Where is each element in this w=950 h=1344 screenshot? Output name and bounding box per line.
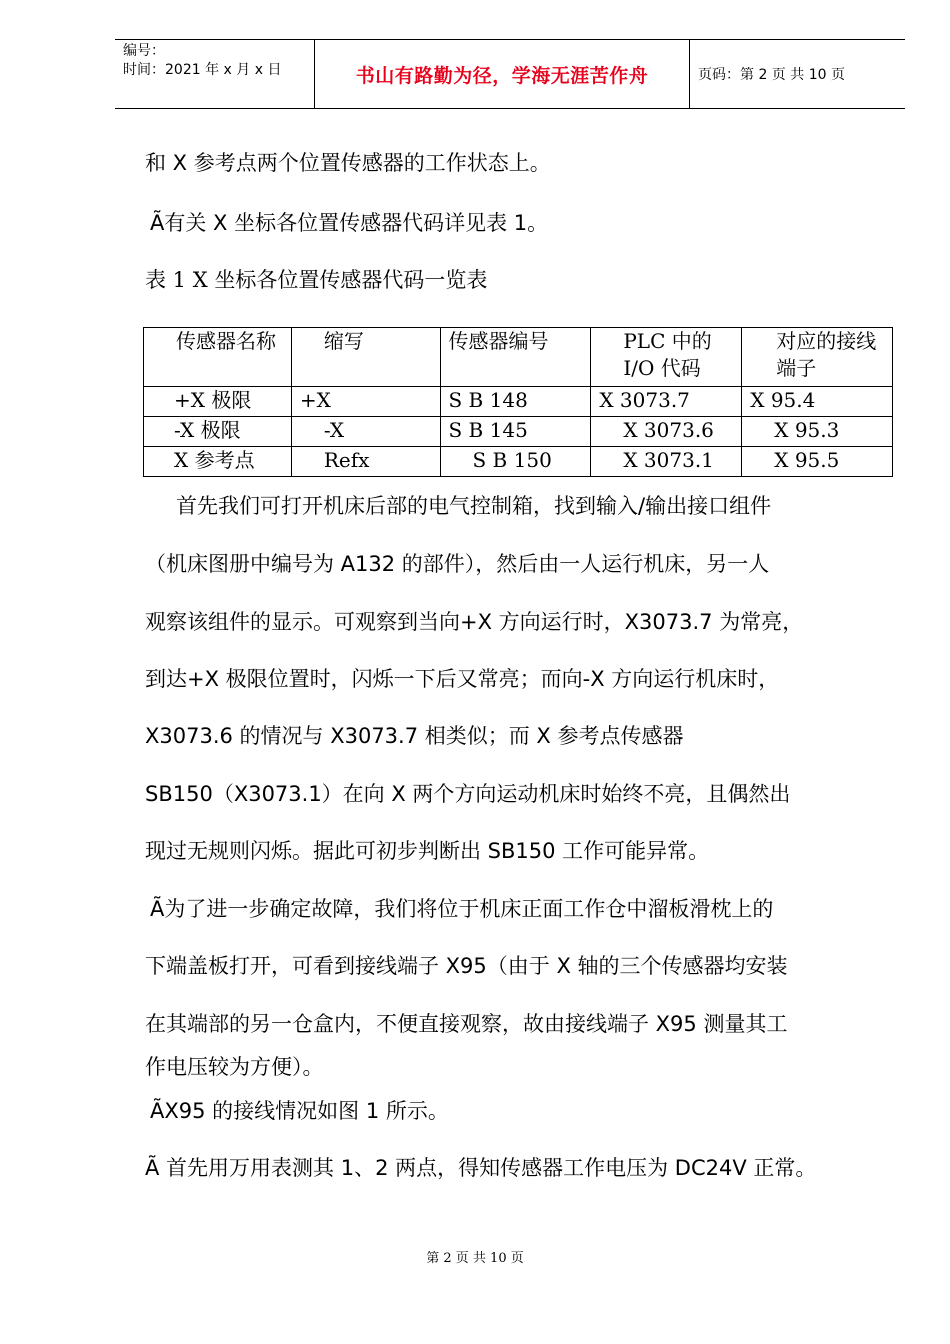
table-row bbox=[144, 417, 893, 447]
table-cell: S B 150 bbox=[440, 447, 591, 477]
body-line: 到达+X 极限位置时，闪烁一下后又常亮；而向-X 方向运行机床时， bbox=[145, 667, 780, 691]
paragraph-2: Ã有关 X 坐标各位置传感器代码详见表 1。 bbox=[150, 211, 549, 235]
table-cell: Refx bbox=[291, 447, 440, 477]
page-footer: 第 2 页 共 10 页 bbox=[426, 1251, 524, 1266]
body-line: 首先我们可打开机床后部的电气控制箱，找到输入/输出接口组件 bbox=[176, 494, 772, 518]
header-time-label: 时间：2021 年 x 月 x 日 bbox=[123, 62, 282, 78]
table-header-row bbox=[144, 328, 893, 387]
table-header-cell: 对应的接线端子 bbox=[742, 328, 893, 387]
table-cell: -X 极限 bbox=[144, 417, 292, 447]
body-line: 在其端部的另一仓盒内，不便直接观察，故由接线端子 X95 测量其工 bbox=[145, 1012, 788, 1036]
table-cell: X 3073.6 bbox=[591, 417, 742, 447]
body-line: 观察该组件的显示。可观察到当向+X 方向运行时，X3073.7 为常亮， bbox=[145, 610, 804, 634]
body-line: X3073.6 的情况与 X3073.7 相类似；而 X 参考点传感器 bbox=[145, 724, 684, 748]
header-meta bbox=[115, 40, 315, 108]
paragraph-1: 和 X 参考点两个位置传感器的工作状态上。 bbox=[145, 151, 551, 175]
body-line: （机床图册中编号为 A132 的部件），然后由一人运行机床，另一人 bbox=[145, 552, 770, 576]
body-line: ÃX95 的接线情况如图 1 所示。 bbox=[150, 1099, 449, 1123]
table-header-cell: 传感器编号 bbox=[440, 328, 591, 387]
header-motto: 书山有路勤为径，学海无涯苦作舟 bbox=[315, 40, 690, 108]
table-cell: S B 145 bbox=[440, 417, 591, 447]
table-cell: X 95.5 bbox=[742, 447, 893, 477]
body-line: 现过无规则闪烁。据此可初步判断出 SB150 工作可能异常。 bbox=[145, 839, 710, 863]
table-row bbox=[144, 447, 893, 477]
table-cell: +X bbox=[291, 387, 440, 417]
table-row bbox=[144, 387, 893, 417]
sensor-code-table bbox=[143, 327, 893, 477]
table-cell: X 参考点 bbox=[144, 447, 292, 477]
body-line: Ã为了进一步确定故障，我们将位于机床正面工作仓中溜板滑枕上的 bbox=[150, 897, 774, 921]
header-number-label: 编号： bbox=[123, 43, 165, 59]
body-line: 作电压较为方便）。 bbox=[145, 1055, 324, 1079]
body-line: Ã 首先用万用表测其 1、2 两点，得知传感器工作电压为 DC24V 正常。 bbox=[145, 1156, 817, 1180]
body-line: SB150（X3073.1）在向 X 两个方向运动机床时始终不亮，且偶然出 bbox=[145, 782, 791, 806]
header-page-label: 页码：第 2 页 共 10 页 bbox=[698, 67, 845, 83]
table-cell: X 3073.7 bbox=[591, 387, 742, 417]
table-cell: X 3073.1 bbox=[591, 447, 742, 477]
table-caption: 表 1 X 坐标各位置传感器代码一览表 bbox=[145, 268, 488, 292]
table-cell: +X 极限 bbox=[144, 387, 292, 417]
page-header bbox=[115, 39, 905, 109]
table-header-cell: 缩写 bbox=[291, 328, 440, 387]
table-cell: X 95.3 bbox=[742, 417, 893, 447]
table-header-cell: PLC 中的 I/O 代码 bbox=[591, 328, 742, 387]
body-line: 下端盖板打开，可看到接线端子 X95（由于 X 轴的三个传感器均安装 bbox=[145, 954, 788, 978]
table-cell: S B 148 bbox=[440, 387, 591, 417]
table-cell: -X bbox=[291, 417, 440, 447]
table-header-cell: 传感器名称 bbox=[144, 328, 292, 387]
table-cell: X 95.4 bbox=[742, 387, 893, 417]
